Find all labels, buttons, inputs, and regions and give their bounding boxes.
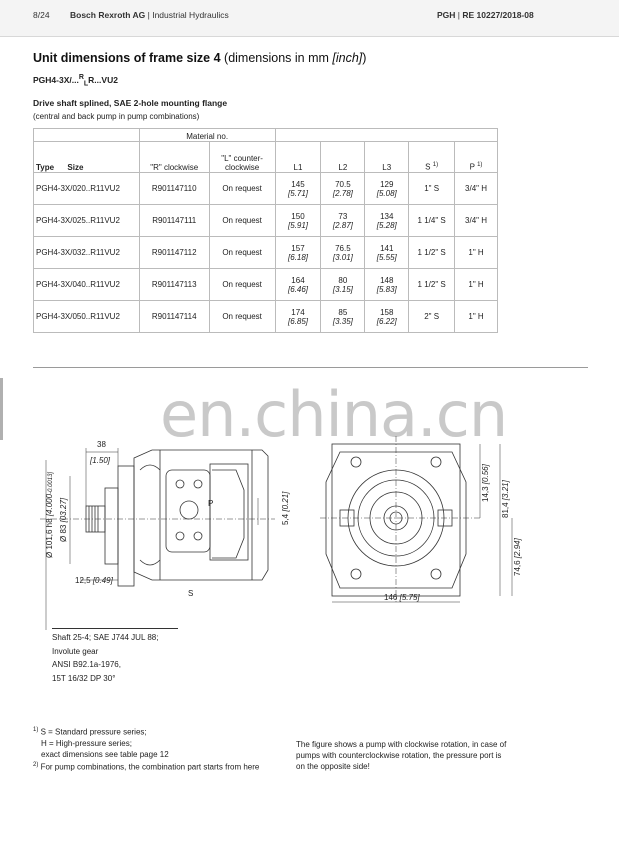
dim-146: 146 [5.75]: [384, 593, 420, 602]
footnote-2: $^{2)}$ For pump combinations, the combination part starts from here: [33, 761, 260, 772]
label-suction-port: S: [188, 589, 194, 598]
dim-14-3: 14,3 [0.56]: [481, 464, 490, 502]
footnote-1: $^{1)}$ S = Standard pressure series;: [33, 727, 147, 737]
pump-dimension-drawing: [0, 430, 619, 630]
document-reference: PGH | RE 10227/2018-08: [437, 10, 534, 20]
dim-5-4: 5,4 [0.21]: [281, 491, 290, 525]
col-p: P $^{1)}$: [455, 142, 498, 173]
col-type-size: Type Size: [34, 142, 140, 173]
table-row: PGH4-3X/020..R11VU2 R901147110 On request 145 [5.71] 70.5 [2.78] 129 [5.08] 1" S 3/4" H: [34, 173, 498, 205]
mounting-hole-top: [351, 457, 361, 467]
table-row: PGH4-3X/032..R11VU2 R901147112 On request 157 [6.18] 76.5 [3.01] 141 [5.55] 1 1/2" S 1" H: [34, 237, 498, 269]
section-divider: [33, 367, 588, 368]
front-view-labels: [384, 463, 522, 602]
dim-74-6: 74,6 [2.94]: [513, 538, 522, 576]
section-title: Unit dimensions of frame size 4 (dimensions in mm [inch]): [33, 51, 367, 65]
col-r: "R" clockwise: [139, 142, 209, 173]
subtitle: Drive shaft splined, SAE 2-hole mounting flange: [33, 98, 228, 108]
label-pressure-port: P: [208, 499, 214, 508]
col-l: "L" counter-clockwise: [209, 142, 275, 173]
footnotes: $^{1)}$ S = Standard pressure series; H = High-pressure series; exact dimensions see table page 12 $^{2)}$ For pump combinations, the combination part starts from here: [33, 727, 260, 772]
dim-12-5: 12,5 [0.49]: [75, 576, 113, 585]
col-l3: L3: [365, 142, 409, 173]
watermark: en.china.cn: [160, 378, 508, 451]
page-header: [0, 0, 619, 37]
table-row: PGH4-3X/040..R11VU2 R901147113 On request 164 [6.46] 80 [3.15] 148 [5.83] 1 1/2" S 1" H: [34, 269, 498, 301]
front-view: [320, 436, 512, 602]
mounting-flange: [118, 466, 134, 586]
figure-note: The figure shows a pump with clockwise rotation, in case of pumps with counterclockwise rotation, the pressure port is on the opposite side!: [296, 740, 507, 771]
dim-38-inch: [1.50]: [90, 456, 111, 465]
shaft-spec-note: Shaft 25-4; SAE J744 JUL 88; Involute gear ANSI B92.1a-1976, 15T 16/32 DP 30°: [52, 628, 178, 685]
table-row: PGH4-3X/050..R11VU2 R901147114 On request 174 [6.85] 85 [3.35] 158 [6.22] 2" S 1" H: [34, 301, 498, 333]
col-l2: L2: [321, 142, 365, 173]
side-view: [40, 448, 275, 630]
mounting-hole-bottom: [351, 569, 361, 579]
dim-38: 38: [97, 440, 106, 449]
company-name: Bosch Rexroth AG | Industrial Hydraulics: [70, 10, 229, 20]
table-row: PGH4-3X/025..R11VU2 R901147111 On request 150 [5.91] 73 [2.87] 134 [5.28] 1 1/4" S 3/4" H: [34, 205, 498, 237]
dim-83: Ø 83 [03.27]: [59, 497, 68, 542]
dim-81-4: 81,4 [3.21]: [501, 480, 510, 518]
col-s: S $^{1)}$: [409, 142, 455, 173]
col-l1: L1: [275, 142, 321, 173]
dim-101: Ø 101,6 h8 [4.000-0.0013]: [45, 471, 54, 558]
pressure-port-block: [166, 470, 210, 552]
dimensions-table: [33, 128, 498, 333]
material-header: Material no.: [139, 129, 275, 142]
page-number: 8/24: [33, 10, 50, 20]
model-code: PGH4-3X/...$^R_L$R...VU2: [33, 74, 118, 88]
subnote: (central and back pump in pump combinations): [33, 112, 200, 121]
